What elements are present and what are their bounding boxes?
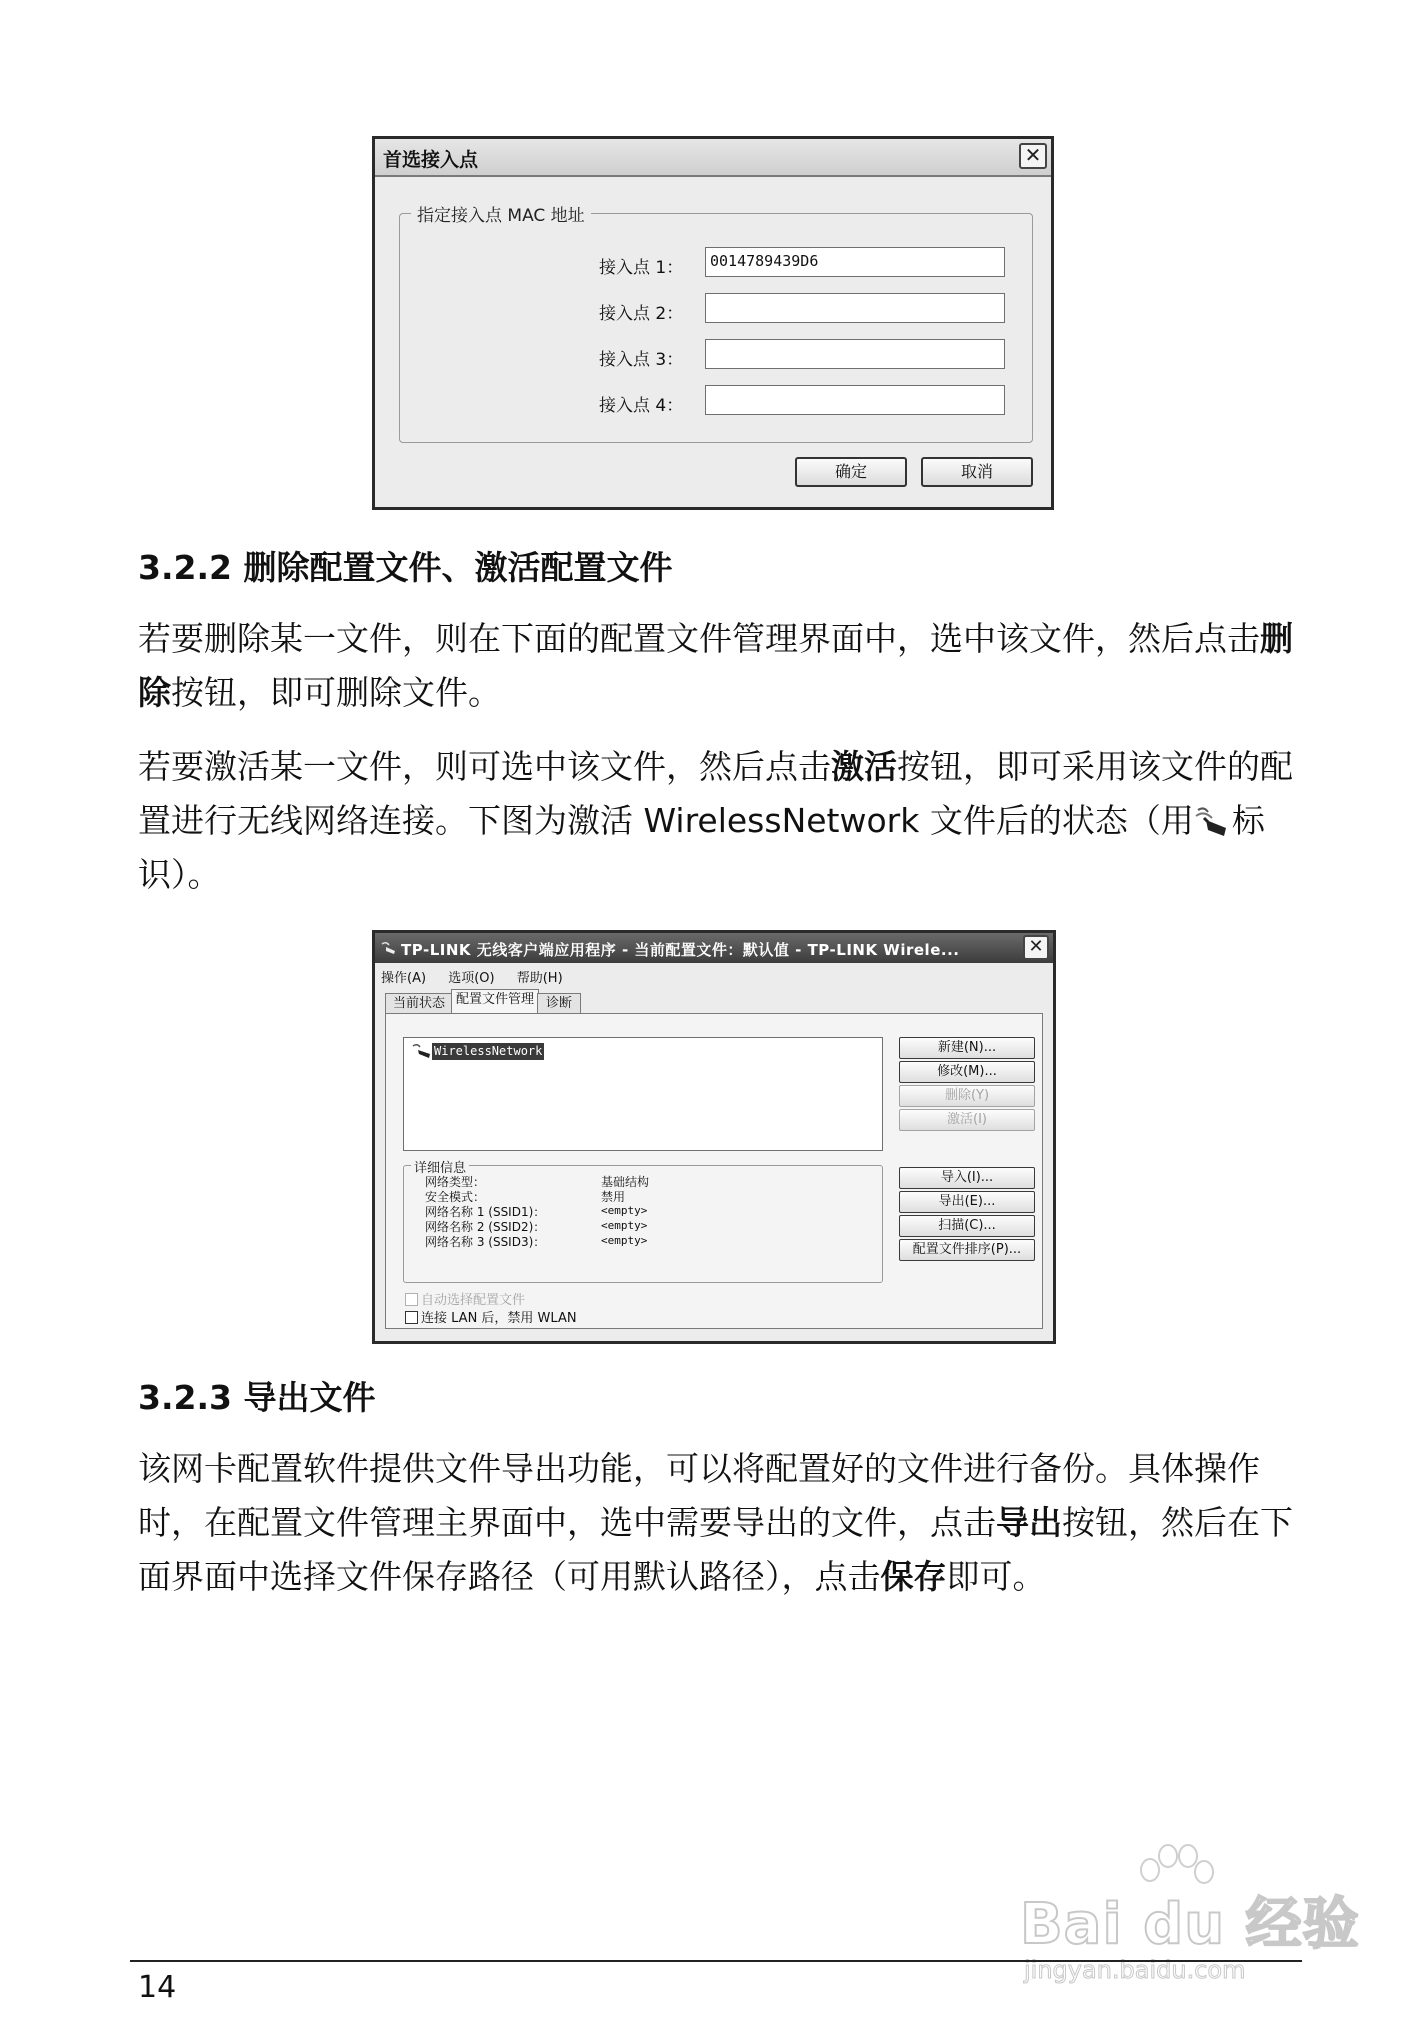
modify-button[interactable]: 修改(M)... [899,1061,1035,1083]
new-button[interactable]: 新建(N)... [899,1037,1035,1059]
detail-key: 安全模式： [425,1190,486,1204]
footer-divider [130,1960,1302,1962]
detail-value: <empty> [601,1234,648,1247]
paragraph-text: 按钮，然后在下面界面中选择文件保存路径（可用默认路径），点击 [138,1503,1293,1596]
profile-name: WirelessNetwork [434,1044,543,1058]
wireless-active-icon [412,1042,432,1060]
checkbox-label: 连接 LAN 后，禁用 WLAN [421,1311,577,1326]
paragraph-export [138,1442,1298,1604]
paragraph-text: 按钮，即可删除文件。 [171,673,501,712]
bold-term: 保存 [880,1557,947,1596]
paragraph-text: 标识）。 [138,801,1265,894]
ap-label-3: 接入点 3： [599,350,684,370]
window-titlebar [375,933,1053,963]
ap-input-3[interactable] [705,339,1005,369]
tab-diagnostics[interactable]: 诊断 [537,993,581,1014]
profile-order-button[interactable]: 配置文件排序(P)... [899,1239,1035,1261]
tab-current-status[interactable]: 当前状态 [385,993,453,1014]
preferred-ap-dialog [372,136,1054,510]
profile-list[interactable] [403,1037,883,1151]
bold-term: 导出 [996,1503,1062,1542]
close-icon[interactable]: ✕ [1023,935,1049,960]
app-icon [380,941,396,955]
import-button[interactable]: 导入(I)... [899,1167,1035,1189]
activate-button[interactable]: 激活(I) [899,1109,1035,1131]
detail-value: <empty> [601,1204,648,1217]
ok-button[interactable]: 确定 [795,457,907,487]
paragraph-delete [138,612,1298,720]
delete-button[interactable]: 删除(Y) [899,1085,1035,1107]
checkbox-label: 自动选择配置文件 [421,1293,526,1308]
menu-options[interactable]: 选项(O) [448,971,495,986]
paragraph-text: 该网卡配置软件提供文件导出功能，可以将配置好的文件进行备份。具体操作时，在配置文件管理主界面中，选中需要导出的文件，点击 [138,1449,1260,1542]
detail-key: 网络名称 1 (SSID1)： [425,1205,546,1219]
paragraph-text: 即可。 [946,1557,1046,1596]
ap-input-1[interactable]: 0014789439D6 [705,247,1005,277]
menu-action[interactable]: 操作(A) [381,971,427,986]
close-icon[interactable]: ✕ [1019,143,1047,169]
wireless-active-icon [1194,800,1232,834]
group-label: 指定接入点 MAC 地址 [411,201,591,226]
detail-key: 网络名称 2 (SSID2)： [425,1220,546,1234]
details-label: 详细信息 [411,1157,469,1176]
watermark-url: jingyan.baidu.com [1024,1956,1246,1984]
tab-profile-management[interactable]: 配置文件管理 [451,989,539,1014]
baidu-watermark [1010,1842,1360,1992]
tplink-client-window [372,930,1056,1344]
section-heading-323: 3.2.3 导出文件 [138,1378,376,1417]
auto-select-checkbox[interactable] [405,1289,525,1308]
detail-value: <empty> [601,1219,648,1232]
dialog-title: 首选接入点 [383,149,479,171]
page-number: 14 [138,1970,177,2005]
scan-button[interactable]: 扫描(C)... [899,1215,1035,1237]
menu-bar [381,967,581,986]
dialog-titlebar [375,139,1051,177]
paragraph-text: 若要激活某一文件，则可选中该文件，然后点击 [138,747,831,786]
checkbox-box[interactable] [405,1293,418,1306]
detail-key: 网络类型： [425,1175,486,1189]
bold-term: 激活 [831,747,897,786]
detail-value: 基础结构 [601,1175,650,1189]
ap-label-1: 接入点 1： [599,258,684,278]
ap-label-2: 接入点 2： [599,304,684,324]
checkbox-box[interactable] [405,1311,418,1324]
detail-key: 网络名称 3 (SSID3)： [425,1235,546,1249]
paragraph-text: 若要删除某一文件，则在下面的配置文件管理界面中，选中该文件，然后点击 [138,619,1260,658]
paragraph-activate [138,740,1298,902]
ap-label-4: 接入点 4： [599,396,684,416]
ap-input-4[interactable] [705,385,1005,415]
paragraph-text: 按钮，即可采用该文件的配置进行无线网络连接。下图为激活 WirelessNetwork 文件后的状态（用 [138,747,1293,840]
menu-help[interactable]: 帮助(H) [516,971,563,986]
window-title: TP-LINK 无线客户端应用程序 - 当前配置文件：默认值 - TP-LINK Wirele... [401,941,960,959]
section-heading-322: 3.2.2 删除配置文件、激活配置文件 [138,548,673,587]
ap-input-2[interactable] [705,293,1005,323]
lan-disable-wlan-checkbox[interactable] [405,1307,577,1326]
export-button[interactable]: 导出(E)... [899,1191,1035,1213]
cancel-button[interactable]: 取消 [921,457,1033,487]
watermark-text: Bai du 经验 [1020,1892,1360,1957]
detail-value: 禁用 [601,1190,626,1204]
bold-term: 删除 [138,619,1293,712]
